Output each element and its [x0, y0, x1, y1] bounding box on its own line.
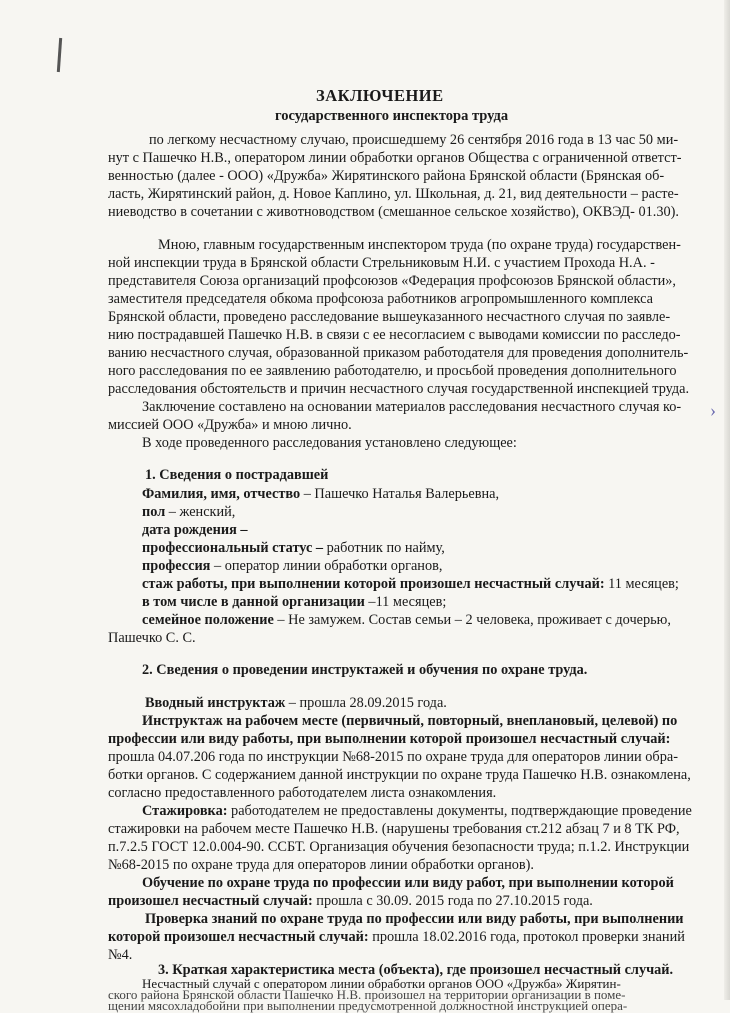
section3-text: ского района Брянской области Пашечко Н.В. произошел на территории организации в поме-: [108, 987, 626, 1002]
intro-briefing-value: – прошла 28.09.2015 года.: [285, 695, 447, 711]
investigation-line: Брянской области, проведено расследование вышеуказанного несчастного случая по заявле-: [108, 309, 671, 325]
dob-label: дата рождения –: [142, 522, 248, 538]
investigation-line: нию пострадавшей Пашечко Н.В. в связи с ее несогласием с выводами комиссии по расследо-: [108, 327, 681, 343]
training-value: прошла с 30.09. 2015 года по 27.10.2015 года.: [312, 893, 593, 909]
section3-text: щении мясохладобойни при выполнении предусмотренной должностной инструкцией опера-: [108, 998, 628, 1013]
prof-status-value: работник по найму,: [323, 540, 445, 556]
fio-value: – Пашечко Наталья Валерьевна,: [300, 486, 500, 502]
investigation-line: расследования обстоятельств и причин несчастного случая государственной инспекцией труда.: [108, 381, 690, 397]
experience-org-line: [142, 594, 446, 611]
workplace-briefing-text: согласно предоставленного работодателем листа ознакомления.: [108, 785, 497, 801]
knowledge-check-value-cont: №4.: [108, 947, 133, 963]
workplace-briefing-text: прошла 04.07.206 года по инструкции №68-2015 по охране труда для операторов линии обра-: [108, 749, 678, 765]
section2-heading: 2. Сведения о проведении инструктажей и обучения по охране труда.: [142, 662, 588, 678]
experience-org-label: в том числе в данной организации: [142, 594, 365, 610]
investigation-line: ного расследования по ее заявлению работодателю, и просьбой проведения дополнительного: [108, 363, 677, 379]
prof-status-line: [142, 540, 445, 557]
section3-text: Несчастный случай с оператором линии обработки органов ООО «Дружба» Жирятин-: [142, 976, 621, 991]
intro-line: по легкому несчастному случаю, происшедшему 26 сентября 2016 года в 13 час 50 ми-: [149, 132, 679, 148]
training-line: [108, 893, 593, 910]
document-subtitle: государственного инспектора труда: [275, 108, 509, 124]
internship-line: [142, 803, 692, 820]
family-line: [142, 612, 671, 629]
intro-line: ласть, Жирятинский район, д. Новое Каплино, ул. Школьная, д. 21, вид деятельности – расте-: [108, 186, 679, 202]
section3-heading: 3. Краткая характеристика места (объекта), где произошел несчастный случай.: [158, 962, 674, 978]
investigation-line: В ходе проведенного расследования установлено следующее:: [142, 435, 517, 451]
investigation-line: ной инспекции труда в Брянской области Стрельниковым Н.И. с участием Прохода Н.А. -: [108, 255, 655, 271]
sex-label: пол: [142, 504, 166, 520]
family-value: – Не замужем. Состав семьи – 2 человека, проживает с дочерью,: [273, 612, 671, 628]
profession-line: [142, 558, 442, 575]
internship-text: стажировки на рабочем месте Пашечко Н.В. (нарушены требования ст.212 абзац 7 и 8 ТК РФ,: [108, 821, 680, 837]
workplace-briefing-label: Инструктаж на рабочем месте (первичный, повторный, внеплановый, целевой) по: [142, 713, 678, 729]
family-line-cont: Пашечко С. С.: [108, 630, 196, 646]
internship-text: №68-2015 по охране труда для операторов линии обработки органов).: [108, 857, 535, 873]
intro-briefing-label: Вводный инструктаж: [145, 695, 286, 711]
internship-label: Стажировка:: [142, 803, 228, 819]
workplace-briefing-text: ботки органов. С содержанием данной инструкции по охране труда Пашечко Н.В. ознакомлена,: [108, 767, 691, 783]
sex-line: [142, 504, 235, 521]
investigation-line: Заключение составлено на основании материалов расследования несчастного случая ко-: [142, 399, 682, 415]
intro-line: венностью (далее - ООО) «Дружба» Жирятинского района Брянской области (Брянская об-: [108, 168, 665, 184]
investigation-line: Мною, главным государственным инспектором труда (по охране труда) государствен-: [158, 237, 681, 253]
training-label-cont: произошел несчастный случай:: [108, 893, 313, 909]
workplace-briefing-label: профессии или виду работы, при выполнении которой произошел несчастный случай:: [108, 731, 671, 747]
fio-label: Фамилия, имя, отчество: [142, 486, 301, 502]
internship-value: работодателем не предоставлены документы, подтверждающие проведение: [227, 803, 692, 819]
intro-line: ниеводство в сочетании с животноводством (смешанное сельское хозяйство), ОКВЭД- 01.30).: [108, 204, 679, 220]
experience-line: [142, 576, 679, 593]
intro-line: нут с Пашечко Н.В., оператором линии обработки органов Общества с ограниченной ответст-: [108, 150, 682, 166]
investigation-line: заместителя председателя обкома профсоюза работников агропромышленного комплекса: [108, 291, 653, 307]
family-label: семейное положение: [142, 612, 274, 628]
experience-value: 11 месяцев;: [604, 576, 679, 592]
section1-heading: 1. Сведения о пострадавшей: [145, 467, 329, 483]
knowledge-check-label: Проверка знаний по охране труда по профессии или виду работы, при выполнении: [145, 911, 684, 927]
investigation-line: представителя Союза организаций профсоюзов «Федерация профсоюзов Брянской области»,: [108, 273, 676, 289]
investigation-line: ванию несчастного случая, образованной приказом работодателя для проведения дополнитель-: [108, 345, 689, 361]
training-label: Обучение по охране труда по профессии или виду работ, при выполнении которой: [142, 875, 674, 891]
investigation-line: миссией ООО «Дружба» и мною лично.: [108, 417, 352, 433]
knowledge-check-line: [108, 929, 685, 946]
prof-status-label: профессиональный статус –: [142, 540, 324, 556]
knowledge-check-label-cont: которой произошел несчастный случай:: [108, 929, 369, 945]
internship-text: п.7.2.5 ГОСТ 12.0.004-90. ССБТ. Организация обучения безопасности труда; п.1.2. Инструкции: [108, 839, 690, 855]
fio-line: [142, 486, 499, 503]
sex-value: – женский,: [165, 504, 236, 520]
pen-mark: [57, 38, 62, 72]
intro-briefing-line: [145, 695, 447, 712]
profession-label: профессия: [142, 558, 211, 574]
experience-org-value: –11 месяцев;: [364, 594, 447, 610]
page-edge: [724, 0, 730, 1000]
margin-tick-mark: ›: [710, 400, 716, 420]
knowledge-check-value: прошла 18.02.2016 года, протокол проверки знаний: [368, 929, 685, 945]
profession-value: – оператор линии обработки органов,: [210, 558, 443, 574]
experience-label: стаж работы, при выполнении которой произошел несчастный случай:: [142, 576, 605, 592]
document-title: ЗАКЛЮЧЕНИЕ: [316, 86, 444, 105]
